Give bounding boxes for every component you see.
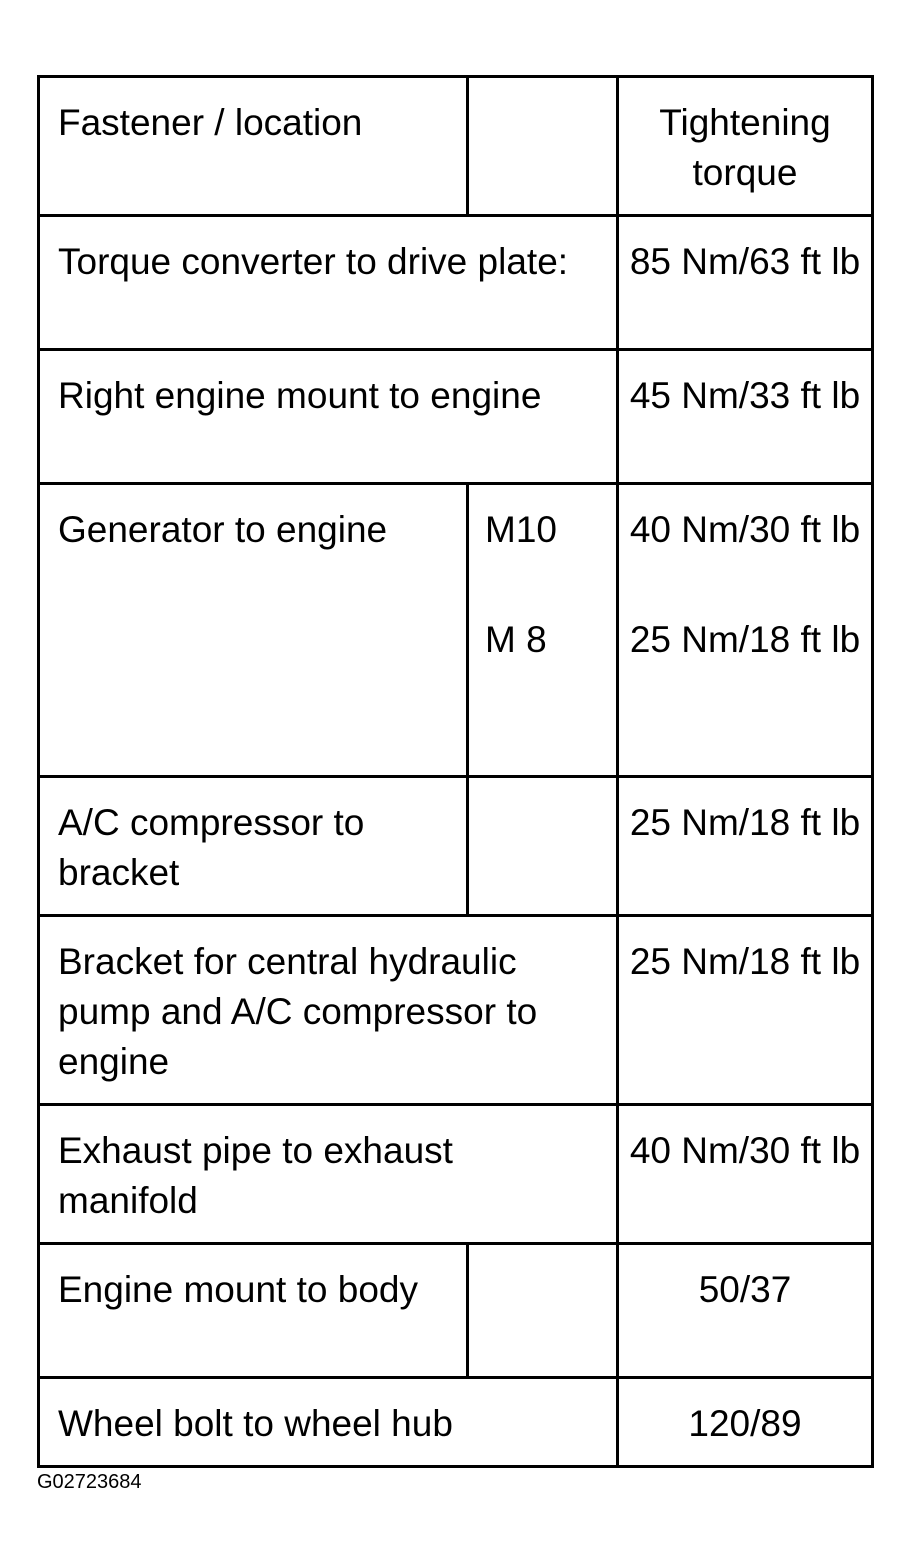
header-size	[468, 77, 618, 216]
table-row	[39, 1105, 873, 1244]
size-cell	[468, 777, 618, 916]
torque-cell	[618, 484, 873, 777]
torque-m8: 25 Nm/18 ft lb	[629, 619, 861, 660]
table-header-row	[39, 77, 873, 216]
torque-cell: 25 Nm/18 ft lb	[618, 916, 873, 1105]
torque-cell: 50/37	[618, 1244, 873, 1378]
fastener-cell: Wheel bolt to wheel hub	[39, 1378, 618, 1467]
size-m10: M10	[485, 509, 557, 550]
table-row	[39, 216, 873, 350]
fastener-cell: Engine mount to body	[39, 1244, 468, 1378]
torque-cell: 25 Nm/18 ft lb	[618, 777, 873, 916]
torque-cell: 45 Nm/33 ft lb	[618, 350, 873, 484]
fastener-cell: Exhaust pipe to exhaust manifold	[39, 1105, 618, 1244]
table-row	[39, 1378, 873, 1467]
table-row	[39, 484, 873, 777]
size-m8: M 8	[485, 619, 547, 660]
torque-cell: 85 Nm/63 ft lb	[618, 216, 873, 350]
table-row	[39, 350, 873, 484]
fastener-cell: Right engine mount to engine	[39, 350, 618, 484]
size-cell	[468, 1244, 618, 1378]
table-row	[39, 916, 873, 1105]
header-tightening-torque: Tightening torque	[618, 77, 873, 216]
table-row	[39, 1244, 873, 1378]
fastener-cell: Bracket for central hydraulic pump and A/C compressor to engine	[39, 916, 618, 1105]
size-cell	[468, 484, 618, 777]
torque-m10: 40 Nm/30 ft lb	[629, 509, 861, 550]
figure-code: G02723684	[37, 1471, 142, 1493]
header-fastener-location: Fastener / location	[39, 77, 468, 216]
torque-cell: 120/89	[618, 1378, 873, 1467]
table-row	[39, 777, 873, 916]
fastener-cell: A/C compressor to bracket	[39, 777, 468, 916]
fastener-cell: Generator to engine	[39, 484, 468, 777]
torque-cell: 40 Nm/30 ft lb	[618, 1105, 873, 1244]
fastener-cell: Torque converter to drive plate:	[39, 216, 618, 350]
torque-specification-table	[37, 75, 874, 1468]
